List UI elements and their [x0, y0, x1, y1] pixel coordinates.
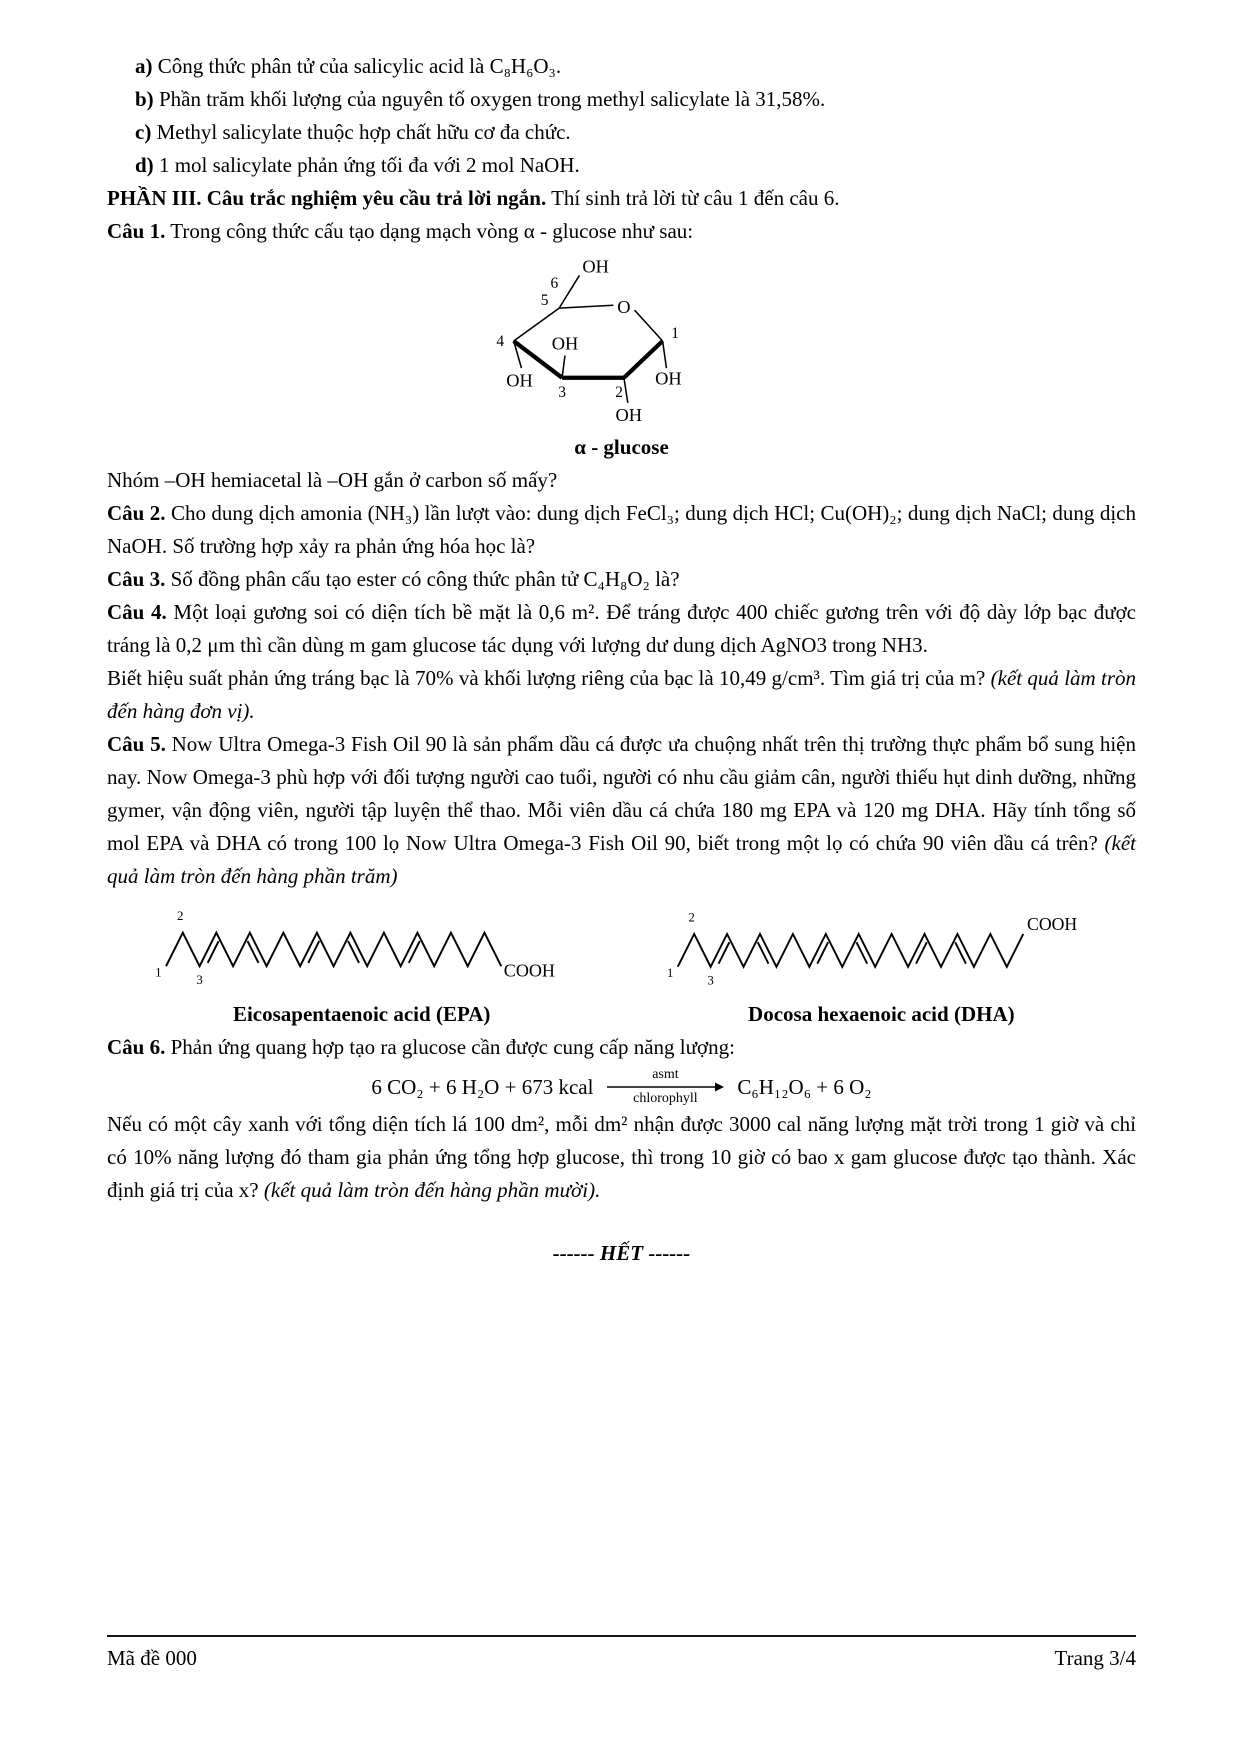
question-6: [107, 1031, 1136, 1064]
statement-c-label: c): [135, 120, 152, 144]
question-4-rounding-note: (kết quả làm tròn đến hàng đơn vị).: [107, 666, 1137, 723]
question-6-continued: [107, 1108, 1136, 1207]
dha-skeletal-structure: [660, 901, 1103, 996]
epa-structure: [107, 899, 616, 996]
epa-caption: Eicosapentaenoic acid (EPA): [232, 1002, 491, 1026]
question-4-continued: [107, 662, 1136, 728]
question-2: [107, 497, 1136, 563]
statement-a: [107, 50, 1136, 83]
glucose-c6-oh-label: OH: [581, 256, 609, 277]
question-1-lead: Câu 1.: [107, 219, 166, 243]
question-5-lead: Câu 5.: [107, 732, 166, 756]
part3-heading-lead: PHẦN III. Câu trắc nghiệm yêu cầu trả lời ngắn.: [107, 186, 547, 210]
question-4-text2: Biết hiệu suất phản ứng tráng bạc là 70% và khối lượng riêng của bạc là 10,49 g/cm³. Tìm giá trị của m?: [107, 666, 986, 690]
question-3-text: Số đồng phân cấu tạo ester có công thức phân tử C₄H₈O₂ là?: [170, 567, 680, 591]
question-2-lead: Câu 2.: [107, 501, 166, 525]
glucose-carbon-4-number: 4: [495, 332, 504, 350]
statement-d-label: d): [135, 153, 154, 177]
question-6-lead: Câu 6.: [107, 1035, 166, 1059]
reaction-condition-top: asmt: [652, 1067, 679, 1082]
question-2-text: Cho dung dịch amonia (NH₃) lần lượt vào: dung dịch FeCl₃; dung dịch HCl; Cu(OH)₂; dung dịch NaCl; dung dịch NaOH. Số trường hợp xảy ra phản ứng hóa học là?: [107, 501, 1136, 558]
statement-b-label: b): [135, 87, 154, 111]
part3-heading: [107, 182, 1136, 215]
glucose-caption: α - glucose: [574, 435, 669, 459]
dha-carbon-1-number: 1: [666, 965, 674, 980]
statement-c: [107, 116, 1136, 149]
question-6-text: Phản ứng quang hợp tạo ra glucose cần được cung cấp năng lượng:: [170, 1035, 735, 1059]
end-of-exam-mark: ------ HẾT ------: [552, 1241, 691, 1265]
dha-structure: [627, 901, 1136, 996]
statement-a-text: Công thức phân tử của salicylic acid là C₈H₆O₃.: [157, 54, 562, 78]
question-3: [107, 563, 1136, 596]
glucose-carbon-5-number: 5: [540, 292, 549, 310]
part3-heading-text: Thí sinh trả lời từ câu 1 đến câu 6.: [551, 186, 840, 210]
glucose-carbon-6-number: 6: [549, 274, 558, 292]
question-6-text2: Nếu có một cây xanh với tổng diện tích lá 100 dm², mỗi dm² nhận được 3000 cal năng lượng mặt trời trong 1 giờ và chỉ có 10% năng lượng đó tham gia phản ứng tổng hợp glucose, thì trong 10 giờ có bao x gam glucose được tạo thành. Xác định giá trị của x?: [107, 1112, 1136, 1202]
epa-skeletal-structure: [148, 899, 576, 996]
glucose-c4-oh-label: OH: [505, 370, 533, 391]
page-number: Trang 3/4: [1054, 1646, 1136, 1670]
fatty-acid-structures: [107, 899, 1136, 996]
statement-c-text: Methyl salicylate thuộc hợp chất hữu cơ đa chức.: [156, 120, 571, 144]
glucose-ring-figure: [107, 252, 1136, 431]
question-1-text: Trong công thức cấu tạo dạng mạch vòng α - glucose như sau:: [170, 219, 694, 243]
glucose-carbon-3-number: 3: [557, 384, 566, 402]
statement-d: [107, 149, 1136, 182]
question-1-followup: Nhóm –OH hemiacetal là –OH gắn ở carbon số mấy?: [107, 468, 558, 492]
question-5-text: Now Ultra Omega-3 Fish Oil 90 là sản phẩm dầu cá được ưa chuộng nhất trên thị trường thực phẩm bổ sung hiện nay. Now Omega-3 phù hợp với đối tượng người cao tuổi, người có nhu cầu giảm cân, người thiếu hụt dinh dưỡng, những gymer, vận động viên, người tập luyện thể thao. Mỗi viên dầu cá chứa 180 mg EPA và 120 mg DHA. Hãy tính tổng số mol EPA và DHA có trong 100 lọ Now Ultra Omega-3 Fish Oil 90, biết trong một lọ có chứa 90 viên dầu cá trên?: [107, 732, 1136, 855]
glucose-c3-oh-label: OH: [551, 333, 578, 354]
page-footer: [107, 1635, 1136, 1675]
fatty-acid-captions: [107, 998, 1136, 1031]
epa-carbon-3-number: 3: [196, 973, 203, 988]
epa-carbon-1-number: 1: [154, 965, 162, 980]
statement-a-label: a): [135, 54, 153, 78]
glucose-ring-structure: [477, 252, 767, 431]
glucose-carbon-2-number: 2: [614, 384, 623, 402]
question-5-rounding-note: (kết quả làm tròn đến hàng phần trăm): [107, 831, 1136, 888]
question-3-lead: Câu 3.: [107, 567, 166, 591]
epa-carbon-2-number: 2: [176, 908, 184, 923]
statement-b-text: Phần trăm khối lượng của nguyên tố oxygen trong methyl salicylate là 31,58%.: [158, 87, 826, 111]
equation-right-side: C₆H₁₂O₆ + 6 O₂: [737, 1074, 872, 1099]
dha-carbon-3-number: 3: [707, 973, 714, 988]
statement-b: [107, 83, 1136, 116]
epa-cooh-label: COOH: [503, 960, 555, 981]
reaction-arrow: [605, 1068, 725, 1106]
question-4-lead: Câu 4.: [107, 600, 167, 624]
question-4: [107, 596, 1136, 662]
dha-caption: Docosa hexaenoic acid (DHA): [748, 1002, 1015, 1026]
dha-cooh-label: COOH: [1026, 914, 1078, 935]
equation-left-side: 6 CO₂ + 6 H₂O + 673 kcal: [371, 1074, 594, 1099]
glucose-c1-oh-label: OH: [654, 368, 682, 389]
dha-carbon-2-number: 2: [688, 910, 695, 925]
photosynthesis-equation: [107, 1068, 1136, 1106]
glucose-ring-oxygen-label: O: [616, 296, 631, 317]
question-4-text: Một loại gương soi có diện tích bề mặt là 0,6 m². Để tráng được 400 chiếc gương trên với độ dày lớp bạc được tráng là 0,2 μm thì cần dùng m gam glucose tác dụng với lượng dư dung dịch AgNO3 trong NH3.: [107, 600, 1137, 657]
glucose-c2-oh-label: OH: [615, 405, 642, 426]
question-5: [107, 728, 1136, 893]
question-1: [107, 215, 1136, 248]
glucose-carbon-1-number: 1: [670, 325, 679, 343]
exam-code: Mã đề 000: [107, 1646, 197, 1670]
statement-d-text: 1 mol salicylate phản ứng tối đa với 2 mol NaOH.: [158, 153, 580, 177]
reaction-condition-bottom: chlorophyll: [633, 1091, 698, 1106]
question-6-rounding-note: (kết quả làm tròn đến hàng phần mười).: [263, 1178, 601, 1202]
